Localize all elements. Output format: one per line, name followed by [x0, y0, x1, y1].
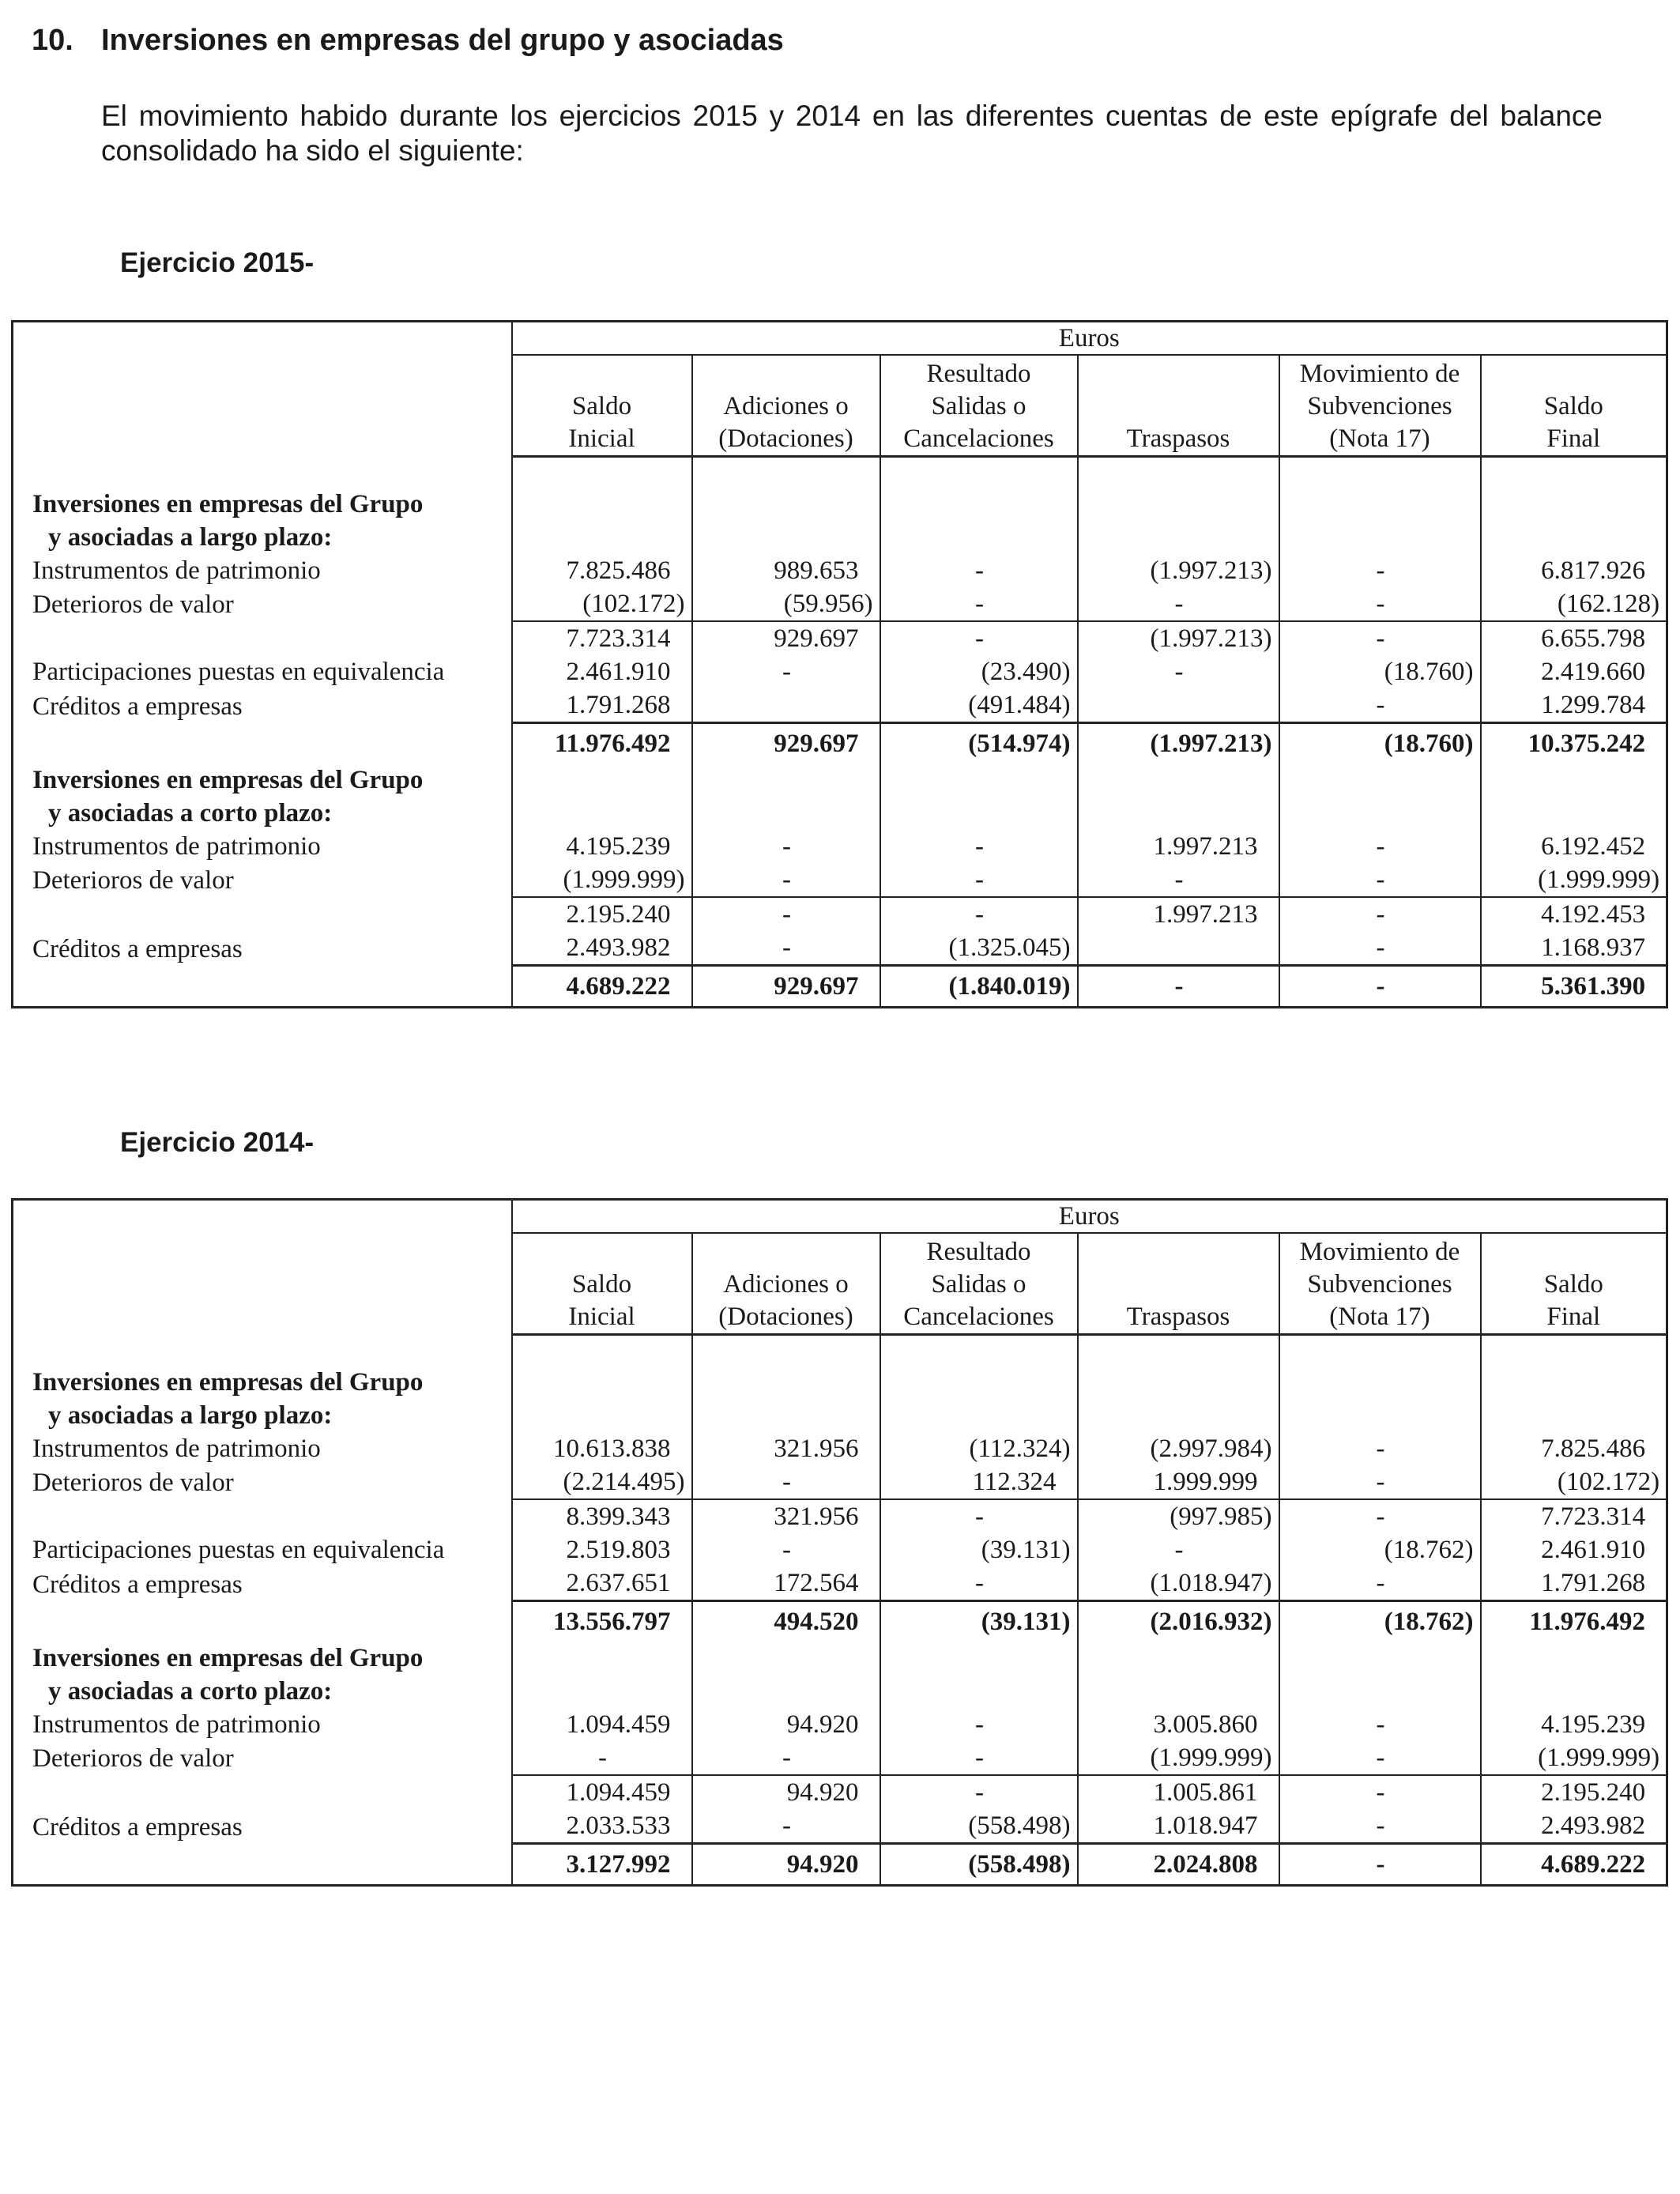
table-cell: 7.723.314 [512, 621, 692, 655]
table-row [13, 1533, 1667, 1566]
table-cell: (162.128) [1481, 587, 1667, 621]
table-cell: - [880, 554, 1078, 587]
table-row [13, 1775, 1667, 1809]
table-row [13, 1809, 1667, 1844]
table-row [13, 587, 1667, 621]
table-2014 [11, 1198, 1666, 1887]
table-cell: 1.997.213 [1078, 830, 1279, 863]
table-cell: 1.791.268 [1481, 1566, 1667, 1601]
table-cell: (2.997.984) [1078, 1432, 1279, 1465]
table-cell: 4.195.239 [1481, 1708, 1667, 1741]
table-cell: - [1078, 1533, 1279, 1566]
total-cell: (18.760) [1279, 723, 1481, 764]
table-cell: 321.956 [692, 1499, 880, 1533]
total-cell: 3.127.992 [512, 1844, 692, 1886]
table-cell: 929.697 [692, 621, 880, 655]
intro-paragraph: El movimiento habido durante los ejercicios 2015 y 2014 en las diferentes cuentas de este epígrafe del balance consolidado ha sido el siguiente: [101, 100, 1603, 167]
table-cell: - [880, 1708, 1078, 1741]
table-cell: 112.324 [880, 1465, 1078, 1499]
table-cell: (1.997.213) [1078, 554, 1279, 587]
table-cell: 6.655.798 [1481, 621, 1667, 655]
table-cell: 10.613.838 [512, 1432, 692, 1465]
table-cell: - [1279, 1499, 1481, 1533]
table-cell: - [692, 897, 880, 931]
table-cell: - [1279, 587, 1481, 621]
table-cell: 4.195.239 [512, 830, 692, 863]
total-cell: - [1279, 966, 1481, 1008]
row-label: Créditos a empresas [13, 1566, 512, 1601]
col-adiciones-header: Adiciones o (Dotaciones) [692, 355, 880, 457]
table-cell: - [512, 1741, 692, 1775]
table-2015-title: Ejercicio 2015- [120, 247, 315, 278]
total-cell: (39.131) [880, 1601, 1078, 1642]
total-cell: 4.689.222 [512, 966, 692, 1008]
table-cell: - [880, 587, 1078, 621]
table-row [13, 1499, 1667, 1533]
col-traspasos-header: Traspasos [1078, 1233, 1279, 1335]
row-label: Instrumentos de patrimonio [13, 1432, 512, 1465]
table-cell: 1.997.213 [1078, 897, 1279, 931]
row-label [13, 1775, 512, 1809]
table-cell [1078, 688, 1279, 723]
row-label: Instrumentos de patrimonio [13, 1708, 512, 1741]
col-saldo-inicial-header: Saldo Inicial [512, 1233, 692, 1335]
col-adiciones-header: Adiciones o (Dotaciones) [692, 1233, 880, 1335]
row-label: Deterioros de valor [13, 587, 512, 621]
table-cell: (1.325.045) [880, 931, 1078, 966]
table-row [13, 1708, 1667, 1741]
table-cell: (39.131) [880, 1533, 1078, 1566]
table-row [13, 1432, 1667, 1465]
table-cell: - [692, 1809, 880, 1844]
table-cell: - [1279, 1809, 1481, 1844]
table-cell: (23.490) [880, 655, 1078, 688]
euros-header: Euros [512, 1200, 1667, 1234]
total-cell: 10.375.242 [1481, 723, 1667, 764]
table-cell: 2.493.982 [512, 931, 692, 966]
table-row [13, 1465, 1667, 1499]
table-cell: - [1279, 897, 1481, 931]
financial-table [11, 320, 1668, 1008]
table-cell: 1.999.999 [1078, 1465, 1279, 1499]
financial-table [11, 1198, 1668, 1887]
row-label: Deterioros de valor [13, 1465, 512, 1499]
table-cell: 94.920 [692, 1775, 880, 1809]
table-cell: - [880, 897, 1078, 931]
table-cell: - [880, 621, 1078, 655]
table-cell: 1.168.937 [1481, 931, 1667, 966]
table-cell: (102.172) [512, 587, 692, 621]
total-row [13, 723, 1667, 764]
table-cell: - [1078, 655, 1279, 688]
table-row [13, 621, 1667, 655]
table-cell: 2.461.910 [512, 655, 692, 688]
section-heading [32, 24, 784, 58]
row-label [13, 1499, 512, 1533]
table-cell: 2.461.910 [1481, 1533, 1667, 1566]
table-cell: (1.999.999) [1481, 1741, 1667, 1775]
table-cell: (2.214.495) [512, 1465, 692, 1499]
total-cell: 11.976.492 [1481, 1601, 1667, 1642]
table-cell: - [1279, 554, 1481, 587]
table-cell: (1.018.947) [1078, 1566, 1279, 1601]
total-cell: - [1078, 966, 1279, 1008]
table-cell: 7.825.486 [512, 554, 692, 587]
table-cell: 4.192.453 [1481, 897, 1667, 931]
total-cell: 494.520 [692, 1601, 880, 1642]
table-cell: - [692, 1741, 880, 1775]
table-cell: 2.519.803 [512, 1533, 692, 1566]
table-cell: (1.997.213) [1078, 621, 1279, 655]
table-row [13, 1566, 1667, 1601]
table-cell: 2.419.660 [1481, 655, 1667, 688]
total-cell: (18.762) [1279, 1601, 1481, 1642]
table-cell: (558.498) [880, 1809, 1078, 1844]
total-cell: (558.498) [880, 1844, 1078, 1886]
row-label: Créditos a empresas [13, 931, 512, 966]
table-cell: 321.956 [692, 1432, 880, 1465]
col-movimiento-header: Movimiento de Subvenciones (Nota 17) [1279, 1233, 1481, 1335]
table-cell: (1.999.999) [1481, 863, 1667, 897]
table-cell: 2.195.240 [512, 897, 692, 931]
total-cell: (1.840.019) [880, 966, 1078, 1008]
table-cell: - [1279, 1465, 1481, 1499]
table-cell: - [1279, 1566, 1481, 1601]
table-cell: 2.637.651 [512, 1566, 692, 1601]
table-cell: 1.094.459 [512, 1708, 692, 1741]
group-subheading: y asociadas a largo plazo: [48, 523, 333, 552]
total-cell: 4.689.222 [1481, 1844, 1667, 1886]
total-row [13, 1601, 1667, 1642]
total-cell: (514.974) [880, 723, 1078, 764]
table-cell: - [692, 863, 880, 897]
table-cell: 2.493.982 [1481, 1809, 1667, 1844]
group-heading: Inversiones en empresas del Grupo [13, 763, 512, 797]
row-label: Instrumentos de patrimonio [13, 554, 512, 587]
row-label: Deterioros de valor [13, 1741, 512, 1775]
table-cell: 1.299.784 [1481, 688, 1667, 723]
row-label: Deterioros de valor [13, 863, 512, 897]
table-cell: 7.825.486 [1481, 1432, 1667, 1465]
table-cell: - [1279, 621, 1481, 655]
table-cell: 6.192.452 [1481, 830, 1667, 863]
table-row [13, 931, 1667, 966]
table-cell: (491.484) [880, 688, 1078, 723]
total-row [13, 966, 1667, 1008]
row-label: Instrumentos de patrimonio [13, 830, 512, 863]
total-cell: - [1279, 1844, 1481, 1886]
table-cell: 8.399.343 [512, 1499, 692, 1533]
table-cell: (1.999.999) [512, 863, 692, 897]
total-cell: 13.556.797 [512, 1601, 692, 1642]
table-cell: - [880, 1499, 1078, 1533]
total-cell: 94.920 [692, 1844, 880, 1886]
group-subheading: y asociadas a largo plazo: [48, 1401, 333, 1430]
table-cell: - [1279, 1741, 1481, 1775]
table-row [13, 1741, 1667, 1775]
table-cell: - [692, 655, 880, 688]
table-cell: - [692, 1533, 880, 1566]
table-cell: 3.005.860 [1078, 1708, 1279, 1741]
table-row [13, 863, 1667, 897]
table-cell: (59.956) [692, 587, 880, 621]
total-cell: 5.361.390 [1481, 966, 1667, 1008]
col-traspasos-header: Traspasos [1078, 355, 1279, 457]
table-row [13, 655, 1667, 688]
group-heading: Inversiones en empresas del Grupo [13, 488, 512, 521]
total-cell: 2.024.808 [1078, 1844, 1279, 1886]
table-cell: 2.195.240 [1481, 1775, 1667, 1809]
table-cell: 94.920 [692, 1708, 880, 1741]
table-row [13, 554, 1667, 587]
table-cell: 172.564 [692, 1566, 880, 1601]
table-cell: - [1279, 931, 1481, 966]
table-cell: 2.033.533 [512, 1809, 692, 1844]
total-cell: (2.016.932) [1078, 1601, 1279, 1642]
table-row [13, 897, 1667, 931]
table-cell: - [1078, 587, 1279, 621]
table-row [13, 688, 1667, 723]
table-cell: (1.999.999) [1078, 1741, 1279, 1775]
table-cell: 7.723.314 [1481, 1499, 1667, 1533]
table-cell: 1.094.459 [512, 1775, 692, 1809]
table-cell: - [1279, 1775, 1481, 1809]
table-cell: - [692, 1465, 880, 1499]
total-row [13, 1844, 1667, 1886]
group-heading: Inversiones en empresas del Grupo [13, 1366, 512, 1399]
table-2015 [11, 320, 1666, 1008]
table-cell: - [880, 830, 1078, 863]
table-cell: 6.817.926 [1481, 554, 1667, 587]
table-cell [1078, 931, 1279, 966]
table-row [13, 830, 1667, 863]
table-cell: - [1279, 688, 1481, 723]
table-cell: - [1279, 1432, 1481, 1465]
table-cell: - [692, 931, 880, 966]
col-saldo-final-header: Saldo Final [1481, 1233, 1667, 1335]
total-cell: 929.697 [692, 723, 880, 764]
col-resultado-header: Resultado Salidas o Cancelaciones [880, 1233, 1078, 1335]
table-cell [692, 688, 880, 723]
section-title: Inversiones en empresas del grupo y asociadas [101, 24, 784, 57]
table-cell: - [880, 1566, 1078, 1601]
table-cell: - [1279, 863, 1481, 897]
table-cell: 989.653 [692, 554, 880, 587]
table-cell: - [1078, 863, 1279, 897]
total-cell: 11.976.492 [512, 723, 692, 764]
euros-header: Euros [512, 322, 1667, 356]
row-label: Participaciones puestas en equivalencia [13, 1533, 512, 1566]
group-heading: Inversiones en empresas del Grupo [13, 1642, 512, 1675]
total-cell: 929.697 [692, 966, 880, 1008]
col-movimiento-header: Movimiento de Subvenciones (Nota 17) [1279, 355, 1481, 457]
col-resultado-header: Resultado Salidas o Cancelaciones [880, 355, 1078, 457]
col-saldo-inicial-header: Saldo Inicial [512, 355, 692, 457]
row-label: Participaciones puestas en equivalencia [13, 655, 512, 688]
table-cell: (18.762) [1279, 1533, 1481, 1566]
table-cell: - [1279, 830, 1481, 863]
table-cell: (997.985) [1078, 1499, 1279, 1533]
row-label: Créditos a empresas [13, 1809, 512, 1844]
group-subheading: y asociadas a corto plazo: [48, 1677, 333, 1706]
section-number: 10. [32, 24, 73, 57]
total-cell: (1.997.213) [1078, 723, 1279, 764]
row-label [13, 621, 512, 655]
row-label [13, 897, 512, 931]
table-cell: 1.791.268 [512, 688, 692, 723]
row-label: Créditos a empresas [13, 688, 512, 723]
table-cell: - [692, 830, 880, 863]
table-cell: - [880, 1741, 1078, 1775]
table-cell: - [880, 1775, 1078, 1809]
table-cell: (102.172) [1481, 1465, 1667, 1499]
table-cell: - [880, 863, 1078, 897]
col-saldo-final-header: Saldo Final [1481, 355, 1667, 457]
table-cell: - [1279, 1708, 1481, 1741]
table-cell: 1.005.861 [1078, 1775, 1279, 1809]
table-2014-title: Ejercicio 2014- [120, 1127, 315, 1158]
table-cell: (112.324) [880, 1432, 1078, 1465]
group-subheading: y asociadas a corto plazo: [48, 799, 333, 827]
table-cell: 1.018.947 [1078, 1809, 1279, 1844]
table-cell: (18.760) [1279, 655, 1481, 688]
